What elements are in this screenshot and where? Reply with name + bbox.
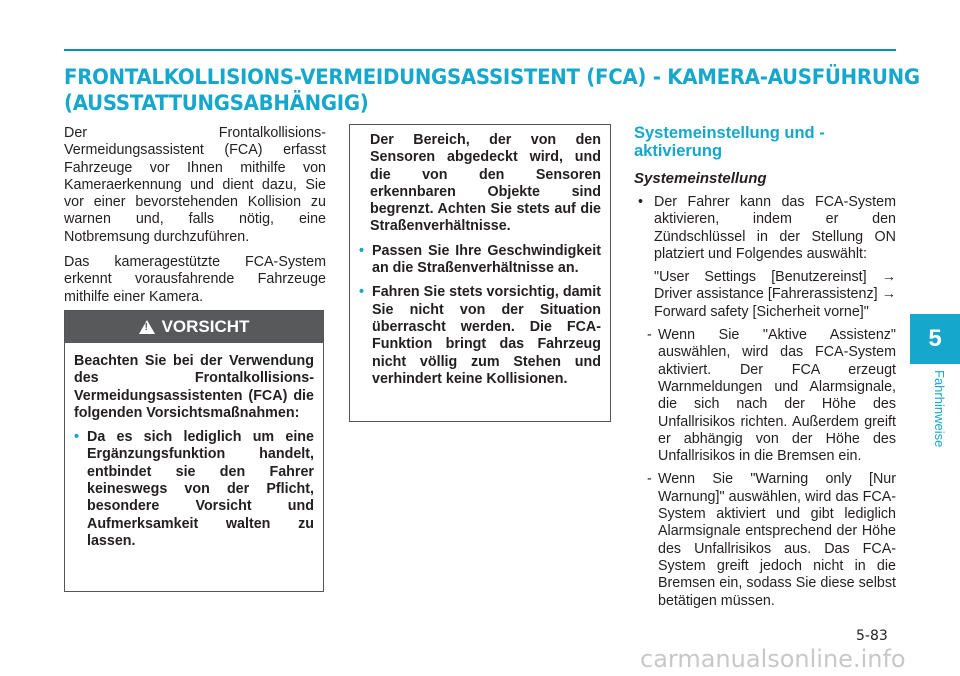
settings-bullet-text: Der Fahrer kann das FCA-System aktivieren, indem er den Zündschlüssel in der Stellung ON platziert und Folgendes auswählt: bbox=[654, 194, 896, 262]
watermark: carmanualsonline.info bbox=[640, 645, 906, 673]
heading-line-2: (AUSSTATTUNGSABHÄNGIG) bbox=[64, 91, 369, 115]
top-rule bbox=[64, 49, 896, 51]
dash-marker: - bbox=[647, 471, 652, 488]
caution-text: Beachten Sie bei der Verwendung des Frontalkollisions-Vermeidungsassistenten (FCA) die folgenden Vorsichtsmaßnahmen: bbox=[74, 353, 314, 421]
intro-paragraph-2: Das kameragestützte FCA-System erkennt vorausfahrende Fahrzeuge mithilfe einer Kamera. bbox=[64, 254, 326, 305]
caution-bullet-text: Da es sich lediglich um eine Ergänzungsfunktion handelt, entbindet sie den Fahrer keineswegs von der Pflicht, besondere Vorsicht und Aufmerksamkeit walten zu lassen. bbox=[87, 429, 314, 549]
warning-triangle-icon bbox=[139, 320, 155, 334]
settings-dash-1-text: Wenn Sie "Aktive Assistenz" auswählen, wird das FCA-System aktiviert. Der FCA erzeugt Warnmeldungen und Alarmsignale, die sich nach der Höhe des Unfallrisikos richten. Außerdem greift er abhängig von der Höhe des Unfallrisikos in die Bremsen ein. bbox=[658, 327, 896, 465]
note-bullet-1-text: Passen Sie Ihre Geschwindigkeit an die Straßenverhältnisse an. bbox=[372, 242, 601, 277]
settings-dash-2 bbox=[634, 471, 896, 609]
caution-body bbox=[65, 343, 323, 550]
settings-bullet bbox=[634, 194, 896, 263]
note-body bbox=[350, 125, 610, 388]
bullet-dot-icon: • bbox=[359, 284, 365, 301]
chapter-tab: 5 bbox=[910, 314, 960, 364]
note-bullet-2-text: Fahren Sie stets vorsichtig, damit Sie nicht von der Situation überrascht werden. Die FCA-Funktion bringt das Fahrzeug nicht völlig zum Stehen und verhindert keine Kollisionen. bbox=[372, 284, 601, 387]
caution-header bbox=[65, 311, 323, 343]
caution-bullet bbox=[74, 429, 314, 550]
bullet-dot-icon: • bbox=[74, 429, 80, 446]
section-heading bbox=[64, 64, 920, 116]
note-box bbox=[349, 124, 611, 422]
settings-dash-1 bbox=[634, 327, 896, 465]
dash-marker: - bbox=[647, 327, 652, 344]
menu-path: "User Settings [Benutzereinst] → Driver assistance [Fahrerassistenz] → Forward safety [Sicherheit vorne]" bbox=[654, 269, 896, 320]
settings-title: Systemeinstellung und -aktivierung bbox=[634, 124, 825, 160]
settings-dash-2-text: Wenn Sie "Warning only [Nur Warnung]" auswählen, wird das FCA-System aktiviert und gibt lediglich Alarmsignale entsprechend der Höhe des Unfallrisikos aus. Das FCA-System greift jedoch nicht in die Bremsen ein, sodass Sie diese selbst betätigen müssen. bbox=[658, 471, 896, 609]
intro-paragraph-1: Der Frontalkollisions-Vermeidungsassistent (FCA) erfasst Fahrzeuge vor Ihnen mithilfe von Kameraerkennung und dient dazu, Sie vor einer bevorstehenden Kollision zu warnen und, falls nötig, eine Notbremsung durchzuführen. bbox=[64, 125, 326, 245]
note-bullet-2 bbox=[359, 284, 601, 388]
intro-column bbox=[64, 125, 326, 314]
bullet-dot-icon: • bbox=[638, 194, 644, 210]
chapter-label: Fahrhinweise bbox=[932, 370, 947, 448]
caution-title: VORSICHT bbox=[161, 317, 250, 336]
note-text: Der Bereich, der von den Sensoren abgedeckt wird, und die von den Sensoren erkennbaren Objekte sind begrenzt. Achten Sie stets auf die Straßenverhältnisse. bbox=[370, 132, 601, 235]
settings-subtitle: Systemeinstellung bbox=[634, 170, 767, 187]
caution-box bbox=[64, 310, 324, 592]
note-bullet-1 bbox=[359, 243, 601, 278]
page-number: 5-83 bbox=[856, 628, 888, 644]
heading-line-1: FRONTALKOLLISIONS-VERMEIDUNGSASSISTENT (FCA) - KAMERA-AUSFÜHRUNG bbox=[64, 65, 920, 89]
settings-column bbox=[634, 124, 896, 616]
bullet-dot-icon: • bbox=[359, 242, 365, 259]
